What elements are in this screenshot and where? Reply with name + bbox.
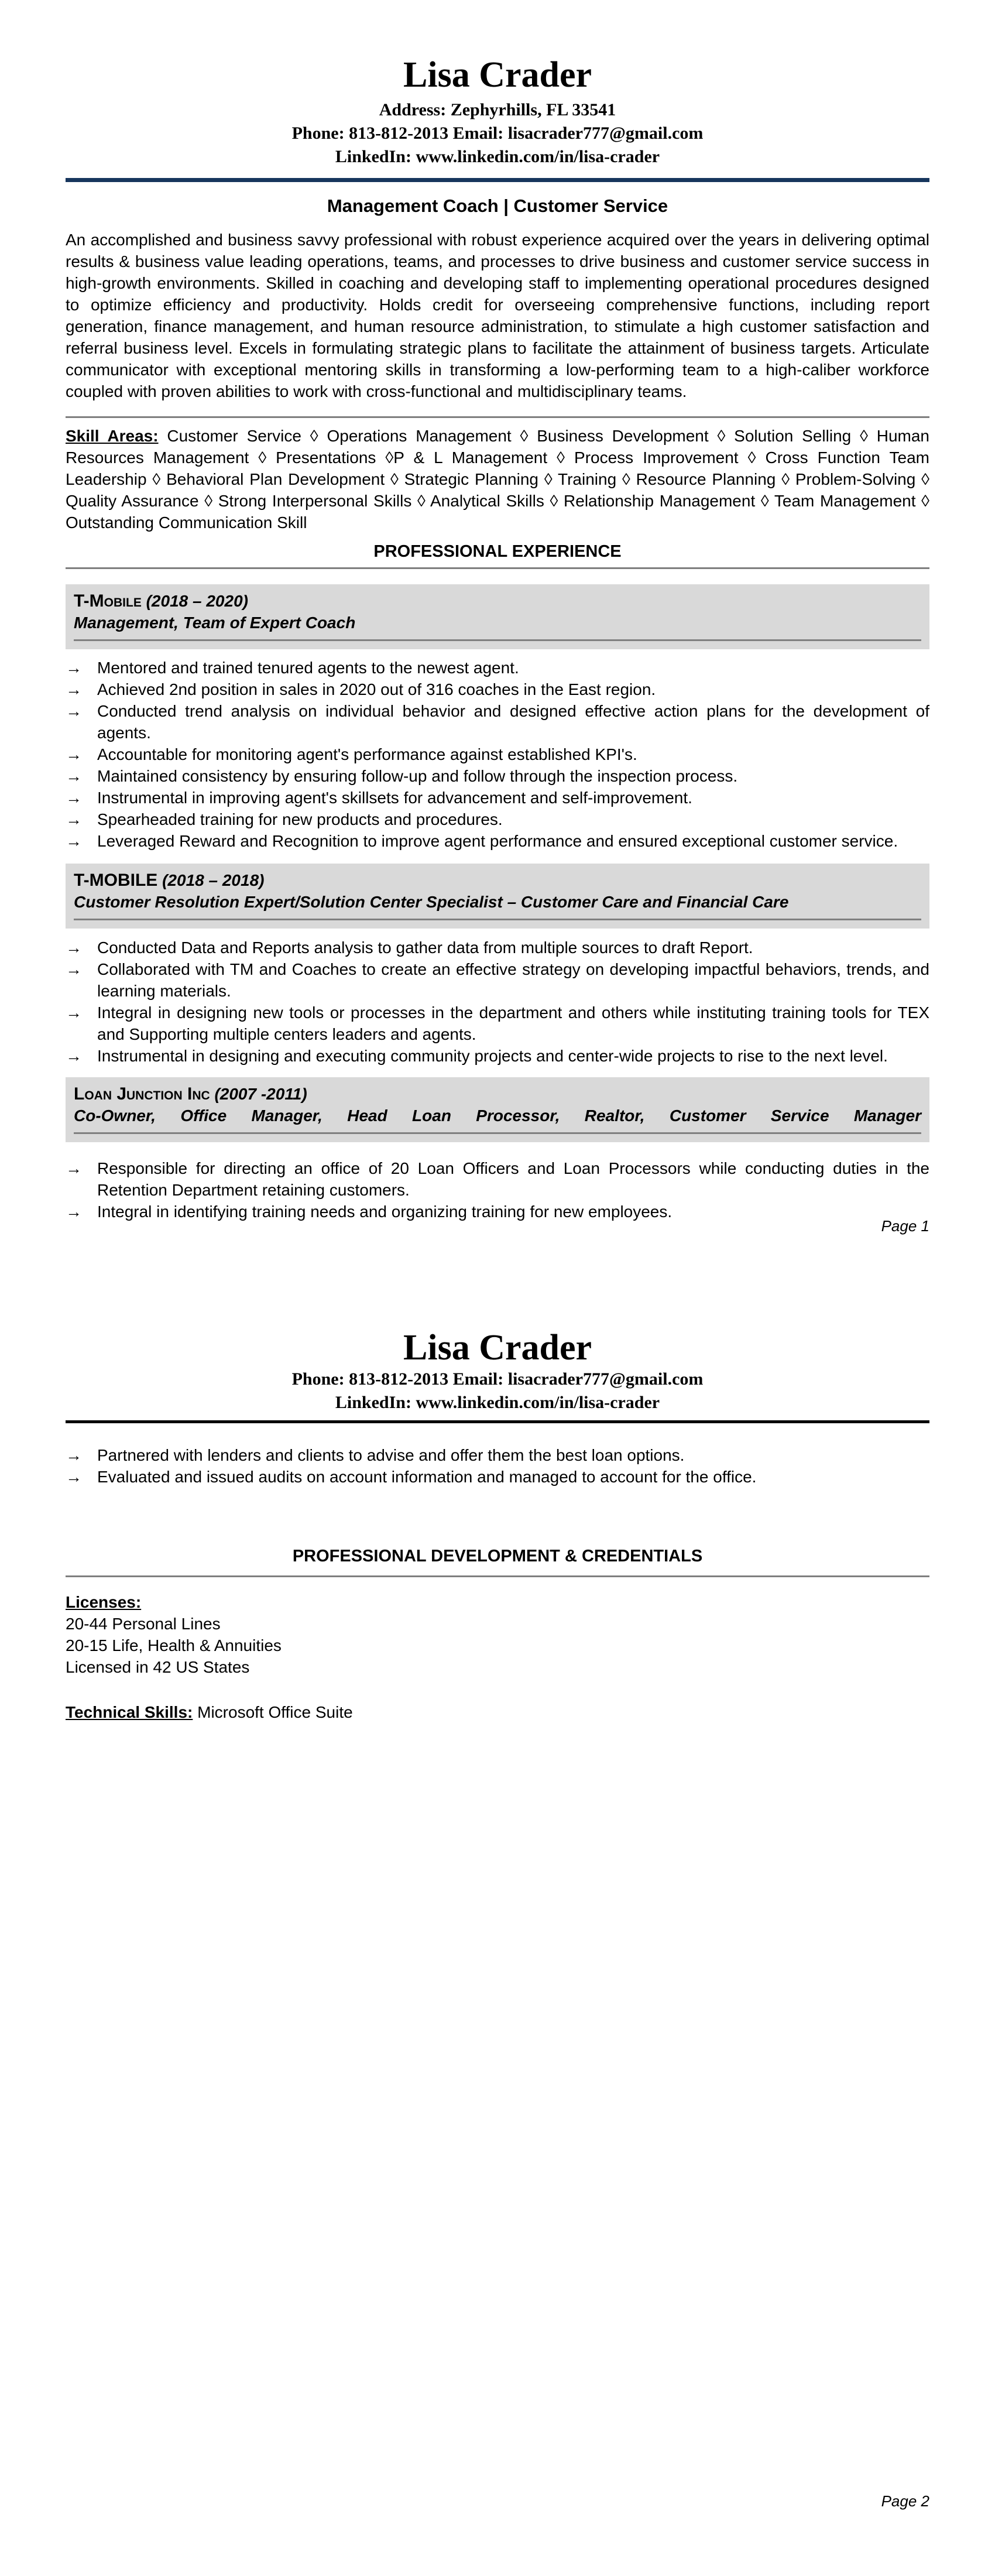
list-item bbox=[66, 657, 929, 679]
list-item bbox=[66, 1002, 929, 1045]
job-role-title: Management, Team of Expert Coach bbox=[74, 614, 356, 632]
job-header-tmobile-coach bbox=[66, 584, 929, 649]
job-dates: (2007 -2011) bbox=[214, 1085, 307, 1103]
license-item: 20-15 Life, Health & Annuities bbox=[66, 1636, 282, 1654]
license-item: 20-44 Personal Lines bbox=[66, 1615, 221, 1633]
job-company-line bbox=[74, 1083, 921, 1105]
list-item bbox=[66, 700, 929, 744]
bullet-text: Instrumental in designing and executing community projects and center-wide projects to rise to the next level. bbox=[97, 1047, 888, 1065]
arrow-bullet-icon: → bbox=[66, 832, 82, 850]
arrow-bullet-icon: → bbox=[66, 745, 82, 763]
bullet-text: Mentored and trained tenured agents to the newest agent. bbox=[97, 659, 519, 677]
technical-skills-label: Technical Skills: bbox=[66, 1703, 193, 1721]
arrow-bullet-icon: → bbox=[66, 938, 82, 957]
licenses-label: Licenses: bbox=[66, 1593, 142, 1611]
arrow-bullet-icon: → bbox=[66, 960, 82, 978]
license-item: Licensed in 42 US States bbox=[66, 1658, 250, 1676]
arrow-bullet-icon: → bbox=[66, 1003, 82, 1022]
list-item bbox=[66, 787, 929, 809]
header-divider-navy bbox=[66, 178, 929, 182]
arrow-bullet-icon: → bbox=[66, 702, 82, 720]
page2-bullet-list bbox=[66, 1444, 929, 1488]
contact-linkedin: LinkedIn: www.linkedin.com/in/lisa-crader bbox=[335, 1393, 660, 1412]
bullet-text: Spearheaded training for new products and procedures. bbox=[97, 810, 503, 828]
contact-phone-email: Phone: 813-812-2013 Email: lisacrader777@gmail.com bbox=[291, 1369, 704, 1389]
page-number-footer: Page 2 bbox=[881, 2492, 929, 2510]
header-divider-black bbox=[66, 1420, 929, 1423]
list-item bbox=[66, 809, 929, 830]
list-item bbox=[66, 937, 929, 958]
list-item bbox=[66, 765, 929, 787]
bullet-text: Integral in identifying training needs and organizing training for new employees. bbox=[97, 1203, 673, 1221]
job-dates: (2018 – 2020) bbox=[146, 592, 248, 610]
skills-list: Customer Service ◊ Operations Management ◊ Business Development ◊ Solution Selling ◊ Human Resources Management ◊ Presentations ◊P & L Management ◊ Process Improvement ◊ Cross Function Team Leadership ◊ Behavioral Plan Development ◊ Strategic Planning ◊ Training ◊ Resource Planning ◊ Problem-Solving ◊ Quality Assurance ◊ Strong Interpersonal Skills ◊ Analytical Skills ◊ Relationship Management ◊ Team Management ◊ Outstanding Communication Skill bbox=[66, 427, 930, 532]
page-number-footer: Page 1 bbox=[881, 1217, 929, 1235]
technical-skills-line bbox=[66, 1701, 929, 1723]
bullet-text: Accountable for monitoring agent's performance against established KPI's. bbox=[97, 745, 637, 763]
skills-section bbox=[66, 416, 929, 569]
job3-bullet-list bbox=[66, 1157, 929, 1222]
job-company-line bbox=[74, 869, 921, 891]
arrow-bullet-icon: → bbox=[66, 1047, 82, 1065]
job-header-loan-junction bbox=[66, 1077, 929, 1142]
bullet-text: Instrumental in improving agent's skillsets for advancement and self-improvement. bbox=[97, 789, 692, 807]
contact-phone-email: Phone: 813-812-2013 Email: lisacrader777@gmail.com bbox=[291, 124, 704, 143]
arrow-bullet-icon: → bbox=[66, 659, 82, 677]
job-box-separator bbox=[74, 1132, 921, 1142]
resume-page-2 bbox=[0, 1288, 995, 2576]
bullet-text: Leveraged Reward and Recognition to improve agent performance and ensured exceptional customer service. bbox=[97, 832, 898, 850]
arrow-bullet-icon: → bbox=[66, 1203, 82, 1221]
bullet-text: Partnered with lenders and clients to advise and offer them the best loan options. bbox=[97, 1446, 685, 1464]
technical-skills-value: Microsoft Office Suite bbox=[197, 1703, 353, 1721]
job-role-title: Co-Owner, Office Manager, Head Loan Processor, Realtor, Customer Service Manager bbox=[74, 1107, 921, 1125]
bullet-text: Responsible for directing an office of 20 Loan Officers and Loan Processors while conducting duties in the Retention Department retaining customers. bbox=[97, 1159, 929, 1199]
list-item bbox=[66, 744, 929, 765]
list-item bbox=[66, 1157, 929, 1201]
credentials-divider bbox=[66, 1575, 929, 1577]
contact-block bbox=[66, 1368, 929, 1414]
job-box-separator bbox=[74, 919, 921, 929]
list-item bbox=[66, 1444, 929, 1466]
job-role-title: Customer Resolution Expert/Solution Center Specialist – Customer Care and Financial Care bbox=[74, 893, 789, 911]
experience-heading: PROFESSIONAL EXPERIENCE bbox=[373, 542, 622, 561]
arrow-bullet-icon: → bbox=[66, 1159, 82, 1177]
company-name: T-MOBILE bbox=[74, 871, 158, 890]
bullet-text: Integral in designing new tools or processes in the department and others while instituting training tools for TEX and Supporting multiple centers leaders and agents. bbox=[97, 1003, 929, 1043]
bullet-text: Conducted Data and Reports analysis to gather data from multiple sources to draft Report. bbox=[97, 938, 753, 957]
bullet-text: Evaluated and issued audits on account information and managed to account for the office. bbox=[97, 1468, 757, 1486]
contact-block bbox=[66, 98, 929, 169]
job1-bullet-list bbox=[66, 657, 929, 852]
arrow-bullet-icon: → bbox=[66, 789, 82, 807]
arrow-bullet-icon: → bbox=[66, 1468, 82, 1486]
company-name: T-Mobile bbox=[74, 591, 142, 611]
list-item bbox=[66, 679, 929, 700]
arrow-bullet-icon: → bbox=[66, 1446, 82, 1464]
job-dates: (2018 – 2018) bbox=[162, 871, 265, 889]
credentials-heading: PROFESSIONAL DEVELOPMENT & CREDENTIALS bbox=[292, 1547, 703, 1566]
arrow-bullet-icon: → bbox=[66, 680, 82, 698]
skills-paragraph bbox=[66, 425, 929, 533]
contact-linkedin: LinkedIn: www.linkedin.com/in/lisa-crader bbox=[335, 147, 660, 166]
arrow-bullet-icon: → bbox=[66, 810, 82, 828]
page-title: Lisa Crader bbox=[403, 55, 592, 95]
list-item bbox=[66, 830, 929, 852]
bullet-text: Maintained consistency by ensuring follow-up and follow through the inspection process. bbox=[97, 767, 738, 785]
list-item bbox=[66, 958, 929, 1002]
bullet-text: Collaborated with TM and Coaches to create an effective strategy on developing impactful behaviors, trends, and learning materials. bbox=[97, 960, 929, 1000]
headline: Management Coach | Customer Service bbox=[327, 196, 668, 216]
list-item bbox=[66, 1045, 929, 1067]
company-name: Loan Junction Inc bbox=[74, 1084, 210, 1104]
job-header-tmobile-specialist bbox=[66, 864, 929, 929]
arrow-bullet-icon: → bbox=[66, 767, 82, 785]
job2-bullet-list bbox=[66, 937, 929, 1067]
bullet-text: Conducted trend analysis on individual behavior and designed effective action plans for the development of agents. bbox=[97, 702, 929, 742]
job-company-line bbox=[74, 590, 921, 612]
skills-label: Skill Areas: bbox=[66, 427, 159, 445]
bullet-text: Achieved 2nd position in sales in 2020 out of 316 coaches in the East region. bbox=[97, 680, 656, 698]
job-box-separator bbox=[74, 639, 921, 649]
list-item bbox=[66, 1201, 929, 1222]
contact-address: Address: Zephyrhills, FL 33541 bbox=[379, 100, 616, 119]
list-item bbox=[66, 1466, 929, 1488]
page-title: Lisa Crader bbox=[403, 1328, 592, 1368]
summary-paragraph: An accomplished and business savvy professional with robust experience acquired over the years in delivering optimal results & business value leading operations, teams, and processes to drive business and customer service success in high-growth environments. Skilled in coaching and developing staff to implementing operational procedures designed to optimize efficiency and productivity. Holds credit for overseeing comprehensive functions, including report generation, finance management, and human resource administration, to stimulate a high customer satisfaction and referral business level. Excels in formulating strategic plans to facilitate the attainment of business targets. Articulate communicator with exceptional mentoring skills in transforming a low-performing team to a high-caliber workforce coupled with proven abilities to work with cross-functional and multidisciplinary teams. bbox=[66, 231, 929, 400]
